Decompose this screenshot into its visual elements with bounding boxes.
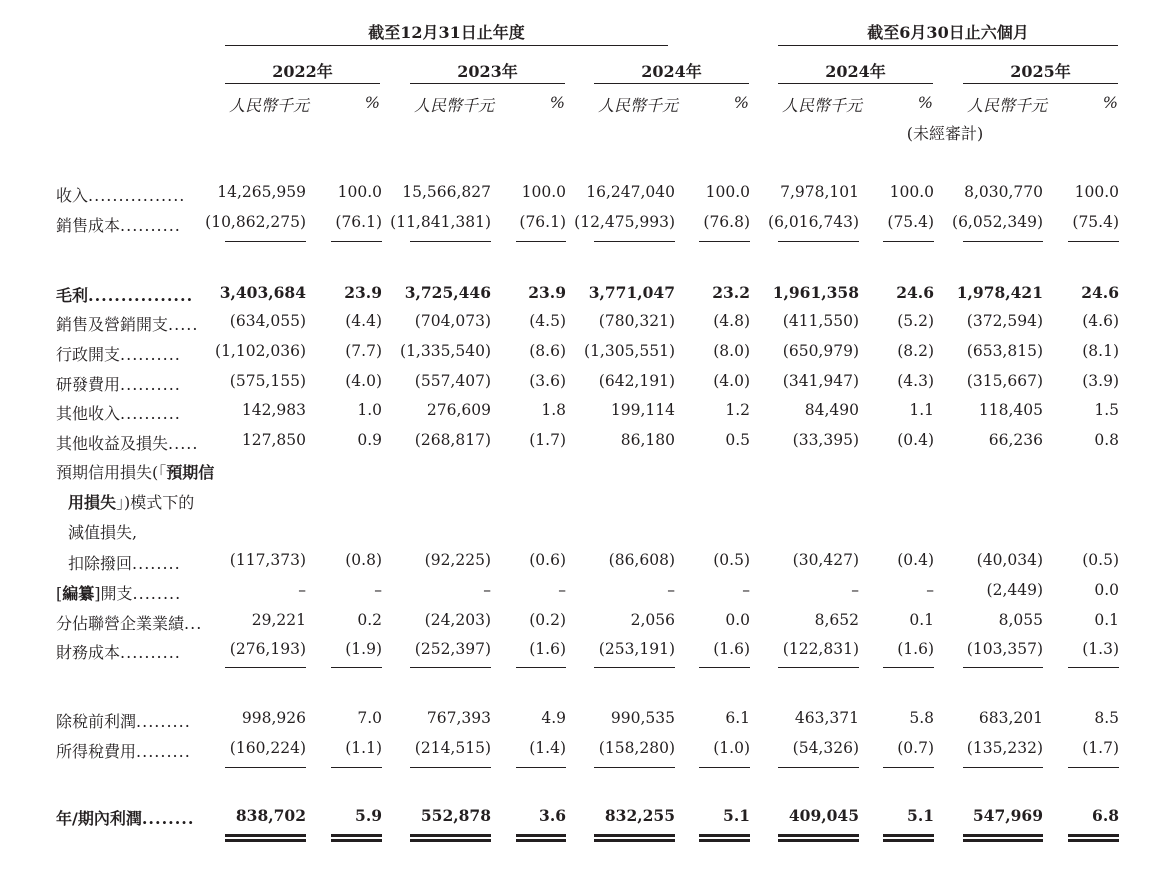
percent-cell: (76.8) (703, 213, 750, 231)
subtotal-rule (225, 241, 306, 242)
year-header-2024: 2024年 (641, 62, 702, 81)
percent-cell: 100.0 (337, 183, 382, 201)
percent-cell: 100.0 (521, 183, 566, 201)
subtotal-rule (778, 767, 859, 768)
total-double-rule (778, 834, 859, 842)
amount-cell: (315,667) (966, 372, 1043, 390)
amount-cell: – (851, 581, 859, 599)
year-header-2025-half: 2025年 (1010, 62, 1071, 81)
percent-cell: (4.4) (345, 312, 382, 330)
amount-cell: 3,725,446 (404, 283, 491, 302)
percent-cell: 0.1 (1094, 611, 1119, 629)
unit-header: 人民幣千元 (782, 96, 863, 115)
amount-cell: 15,566,827 (402, 183, 491, 201)
percent-cell: (1.6) (713, 640, 750, 658)
percent-cell: (0.8) (345, 551, 382, 569)
group-rule (778, 45, 1118, 46)
percent-cell: (1.9) (345, 640, 382, 658)
amount-cell: (411,550) (782, 312, 859, 330)
percent-cell: (75.4) (887, 213, 934, 231)
total-double-rule (594, 834, 675, 842)
percent-cell: 1.0 (357, 401, 382, 419)
unit-header: 人民幣千元 (967, 96, 1048, 115)
row-label-admin-expenses: 行政開支.......... (56, 345, 181, 364)
percent-cell: (8.1) (1082, 342, 1119, 360)
percent-cell: (76.1) (519, 213, 566, 231)
percent-cell: 0.9 (357, 431, 382, 449)
amount-cell: (33,395) (792, 431, 859, 449)
amount-cell: 276,609 (426, 401, 491, 419)
amount-cell: (11,841,381) (390, 213, 491, 231)
pct-header: % (1102, 93, 1118, 112)
percent-cell: (75.4) (1072, 213, 1119, 231)
amount-cell: (704,073) (414, 312, 491, 330)
group-header-fiscal-year: 截至12月31日止年度 (368, 23, 525, 42)
amount-cell: (103,357) (966, 640, 1043, 658)
pct-header: % (917, 93, 933, 112)
row-label-ecl-line3: 減值損失, (68, 523, 138, 542)
year-rule (225, 83, 380, 84)
percent-cell: (8.6) (529, 342, 566, 360)
row-label-revenue: 收入................ (56, 186, 186, 205)
group-header-six-months: 截至6月30日止六個月 (867, 23, 1029, 42)
amount-cell: (634,055) (229, 312, 306, 330)
percent-cell: (0.7) (897, 739, 934, 757)
total-double-rule (883, 834, 934, 842)
amount-cell: 1,978,421 (956, 283, 1043, 302)
amount-cell: (2,449) (986, 581, 1043, 599)
percent-cell: 100.0 (1074, 183, 1119, 201)
amount-cell: – (483, 581, 491, 599)
percent-cell: (0.2) (529, 611, 566, 629)
percent-cell: (1.0) (713, 739, 750, 757)
unit-header: 人民幣千元 (414, 96, 495, 115)
amount-cell: (54,326) (792, 739, 859, 757)
amount-cell: (122,831) (782, 640, 859, 658)
unaudited-note: (未經審計) (906, 124, 984, 143)
amount-cell: 547,969 (972, 806, 1043, 825)
percent-cell: (1.3) (1082, 640, 1119, 658)
percent-cell: 5.1 (723, 806, 750, 825)
percent-cell: 23.9 (344, 283, 382, 302)
subtotal-rule (778, 667, 859, 668)
percent-cell: (4.3) (897, 372, 934, 390)
year-rule (963, 83, 1118, 84)
percent-cell: (5.2) (897, 312, 934, 330)
percent-cell: (1.4) (529, 739, 566, 757)
year-rule (410, 83, 565, 84)
amount-cell: (575,155) (229, 372, 306, 390)
percent-cell: 0.5 (725, 431, 750, 449)
subtotal-rule (1068, 767, 1119, 768)
amount-cell: 832,255 (604, 806, 675, 825)
total-double-rule (699, 834, 750, 842)
percent-cell: (1.6) (529, 640, 566, 658)
total-double-rule (516, 834, 566, 842)
percent-cell: 0.8 (1094, 431, 1119, 449)
row-label-gross-profit: 毛利................ (56, 286, 194, 305)
amount-cell: 8,055 (998, 611, 1043, 629)
amount-cell: 118,405 (978, 401, 1043, 419)
row-label-other-income: 其他收入.......... (56, 404, 181, 423)
unit-header: 人民幣千元 (229, 96, 310, 115)
subtotal-rule (963, 667, 1043, 668)
amount-cell: – (667, 581, 675, 599)
amount-cell: 998,926 (241, 709, 306, 727)
percent-cell: (4.6) (1082, 312, 1119, 330)
subtotal-rule (594, 667, 675, 668)
subtotal-rule (516, 767, 566, 768)
amount-cell: (252,397) (414, 640, 491, 658)
row-label-other-gains-losses: 其他收益及損失..... (56, 434, 199, 453)
subtotal-rule (410, 241, 491, 242)
amount-cell: 409,045 (788, 806, 859, 825)
amount-cell: 838,702 (235, 806, 306, 825)
subtotal-rule (594, 767, 675, 768)
row-label-rnd-expenses: 研發費用.......... (56, 375, 181, 394)
percent-cell: (3.6) (529, 372, 566, 390)
percent-cell: 4.9 (541, 709, 566, 727)
amount-cell: 990,535 (610, 709, 675, 727)
percent-cell: (0.5) (1082, 551, 1119, 569)
amount-cell: 8,030,770 (964, 183, 1043, 201)
percent-cell: 1.2 (725, 401, 750, 419)
percent-cell: 0.0 (725, 611, 750, 629)
percent-cell: 5.8 (909, 709, 934, 727)
percent-cell: (8.2) (897, 342, 934, 360)
amount-cell: (1,305,551) (584, 342, 675, 360)
row-label-ecl-line1: 預期信用損失(「預期信 (56, 463, 215, 482)
total-double-rule (410, 834, 491, 842)
percent-cell: 100.0 (705, 183, 750, 201)
percent-cell: (76.1) (335, 213, 382, 231)
percent-cell: (1.7) (1082, 739, 1119, 757)
row-label-share-of-associates: 分佔聯營企業業績... (56, 614, 203, 633)
amount-cell: 8,652 (814, 611, 859, 629)
amount-cell: (653,815) (966, 342, 1043, 360)
percent-cell: – (742, 581, 750, 599)
percent-cell: (1.7) (529, 431, 566, 449)
amount-cell: (341,947) (782, 372, 859, 390)
percent-cell: 1.1 (909, 401, 934, 419)
amount-cell: (780,321) (598, 312, 675, 330)
amount-cell: 29,221 (251, 611, 306, 629)
amount-cell: 142,983 (241, 401, 306, 419)
amount-cell: (6,052,349) (952, 213, 1043, 231)
percent-cell: 8.5 (1094, 709, 1119, 727)
percent-cell: (0.4) (897, 431, 934, 449)
percent-cell: 6.1 (725, 709, 750, 727)
subtotal-rule (883, 241, 934, 242)
row-label-profit-before-tax: 除稅前利潤......... (56, 712, 191, 731)
amount-cell: (158,280) (598, 739, 675, 757)
subtotal-rule (963, 767, 1043, 768)
row-label-ecl-net-reversal: 扣除撥回........ (68, 554, 181, 573)
subtotal-rule (225, 667, 306, 668)
amount-cell: 2,056 (630, 611, 675, 629)
amount-cell: 127,850 (241, 431, 306, 449)
year-header-2022: 2022年 (272, 62, 333, 81)
amount-cell: 552,878 (420, 806, 491, 825)
amount-cell: 16,247,040 (586, 183, 675, 201)
subtotal-rule (331, 241, 382, 242)
amount-cell: 767,393 (426, 709, 491, 727)
pct-header: % (549, 93, 565, 112)
year-rule (594, 83, 749, 84)
unit-header: 人民幣千元 (598, 96, 679, 115)
percent-cell: 0.1 (909, 611, 934, 629)
percent-cell: (8.0) (713, 342, 750, 360)
percent-cell: (1.1) (345, 739, 382, 757)
year-header-2024-half: 2024年 (825, 62, 886, 81)
amount-cell: (642,191) (598, 372, 675, 390)
subtotal-rule (410, 767, 491, 768)
pct-header: % (733, 93, 749, 112)
percent-cell: 5.9 (355, 806, 382, 825)
percent-cell: 1.8 (541, 401, 566, 419)
row-label-ecl-line2: 用損失」)模式下的 (68, 493, 195, 512)
percent-cell: 0.0 (1094, 581, 1119, 599)
amount-cell: (117,373) (229, 551, 306, 569)
percent-cell: (4.5) (529, 312, 566, 330)
percent-cell: (4.0) (345, 372, 382, 390)
subtotal-rule (883, 767, 934, 768)
row-label-finance-costs: 財務成本.......... (56, 643, 181, 662)
percent-cell: 100.0 (889, 183, 934, 201)
amount-cell: (1,102,036) (215, 342, 306, 360)
row-label-selling-expenses: 銷售及營銷開支..... (56, 315, 199, 334)
amount-cell: (92,225) (424, 551, 491, 569)
amount-cell: (1,335,540) (400, 342, 491, 360)
amount-cell: 3,403,684 (219, 283, 306, 302)
year-rule (778, 83, 933, 84)
subtotal-rule (699, 241, 750, 242)
amount-cell: 3,771,047 (588, 283, 675, 302)
amount-cell: 66,236 (988, 431, 1043, 449)
percent-cell: 1.5 (1094, 401, 1119, 419)
percent-cell: (1.6) (897, 640, 934, 658)
amount-cell: 86,180 (620, 431, 675, 449)
pct-header: % (364, 93, 380, 112)
row-label-profit-for-period: 年/期內利潤........ (56, 809, 195, 828)
amount-cell: 199,114 (610, 401, 675, 419)
subtotal-rule (594, 241, 675, 242)
subtotal-rule (963, 241, 1043, 242)
amount-cell: (253,191) (598, 640, 675, 658)
percent-cell: (0.5) (713, 551, 750, 569)
subtotal-rule (699, 767, 750, 768)
subtotal-rule (516, 667, 566, 668)
group-rule (225, 45, 668, 46)
percent-cell: 0.2 (357, 611, 382, 629)
amount-cell: (160,224) (229, 739, 306, 757)
amount-cell: (372,594) (966, 312, 1043, 330)
percent-cell: 23.2 (712, 283, 750, 302)
total-double-rule (225, 834, 306, 842)
percent-cell: (7.7) (345, 342, 382, 360)
subtotal-rule (778, 241, 859, 242)
percent-cell: (4.0) (713, 372, 750, 390)
amount-cell: (12,475,993) (574, 213, 675, 231)
percent-cell: (3.9) (1082, 372, 1119, 390)
amount-cell: 463,371 (794, 709, 859, 727)
percent-cell: – (374, 581, 382, 599)
percent-cell: 7.0 (357, 709, 382, 727)
amount-cell: (6,016,743) (768, 213, 859, 231)
subtotal-rule (410, 667, 491, 668)
percent-cell: – (558, 581, 566, 599)
row-label-redacted-expenses: [編纂]開支........ (56, 584, 182, 603)
percent-cell: (0.6) (529, 551, 566, 569)
row-label-cost-of-sales: 銷售成本.......... (56, 216, 181, 235)
subtotal-rule (883, 667, 934, 668)
amount-cell: (276,193) (229, 640, 306, 658)
year-header-2023: 2023年 (457, 62, 518, 81)
total-double-rule (963, 834, 1043, 842)
subtotal-rule (699, 667, 750, 668)
amount-cell: (650,979) (782, 342, 859, 360)
amount-cell: 683,201 (978, 709, 1043, 727)
amount-cell: 7,978,101 (780, 183, 859, 201)
amount-cell: 1,961,358 (772, 283, 859, 302)
percent-cell: (4.8) (713, 312, 750, 330)
percent-cell: 23.9 (528, 283, 566, 302)
total-double-rule (1068, 834, 1119, 842)
amount-cell: (10,862,275) (205, 213, 306, 231)
subtotal-rule (1068, 667, 1119, 668)
subtotal-rule (1068, 241, 1119, 242)
amount-cell: (24,203) (424, 611, 491, 629)
percent-cell: 6.8 (1092, 806, 1119, 825)
amount-cell: 14,265,959 (217, 183, 306, 201)
subtotal-rule (331, 667, 382, 668)
amount-cell: (135,232) (966, 739, 1043, 757)
amount-cell: 84,490 (804, 401, 859, 419)
amount-cell: (214,515) (414, 739, 491, 757)
amount-cell: (86,608) (608, 551, 675, 569)
subtotal-rule (225, 767, 306, 768)
percent-cell: 3.6 (539, 806, 566, 825)
amount-cell: – (298, 581, 306, 599)
percent-cell: 5.1 (907, 806, 934, 825)
subtotal-rule (331, 767, 382, 768)
amount-cell: (30,427) (792, 551, 859, 569)
percent-cell: 24.6 (896, 283, 934, 302)
percent-cell: 24.6 (1081, 283, 1119, 302)
subtotal-rule (516, 241, 566, 242)
percent-cell: – (926, 581, 934, 599)
percent-cell: (0.4) (897, 551, 934, 569)
amount-cell: (40,034) (976, 551, 1043, 569)
amount-cell: (268,817) (414, 431, 491, 449)
total-double-rule (331, 834, 382, 842)
amount-cell: (557,407) (414, 372, 491, 390)
row-label-income-tax: 所得稅費用......... (56, 742, 191, 761)
